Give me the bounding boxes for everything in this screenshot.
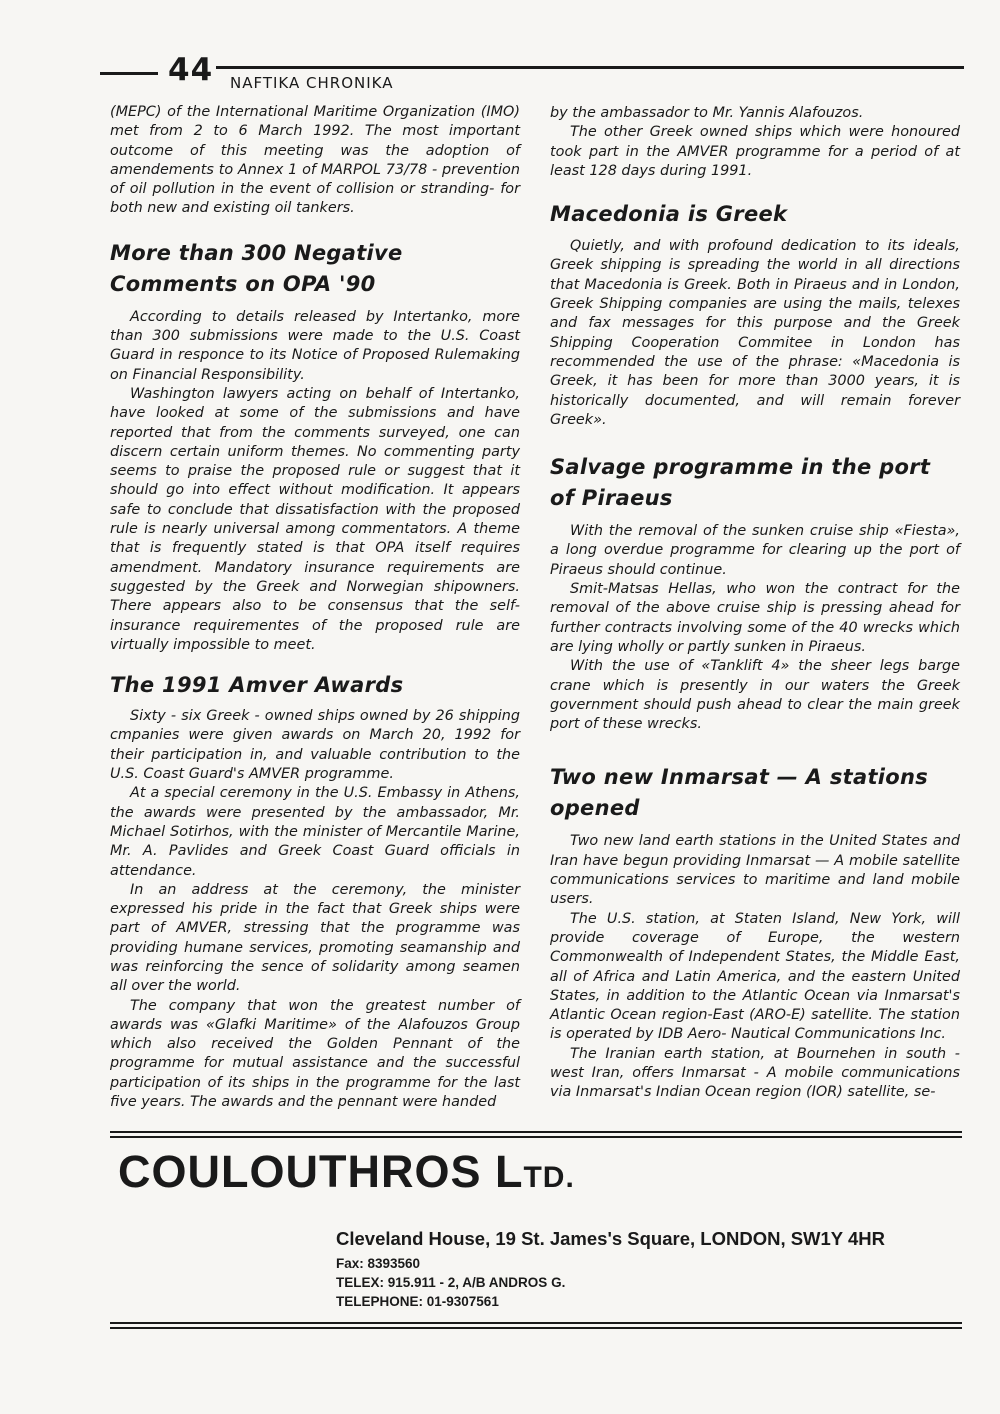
left-column (110, 103, 520, 1112)
salvage-paragraph-3: With the use of «Tanklift 4» the sheer legs barge crane which is presently in our waters the Greek government should push ahead to clear the main greek port of these wrecks. (550, 658, 960, 733)
advert-address: Cleveland House, 19 St. James's Square, LONDON, SW1Y 4HR (336, 1228, 885, 1249)
advert-bottom-rule-2 (110, 1327, 962, 1329)
right-column (550, 104, 960, 1103)
salvage-paragraph-2: Smit-Matsas Hellas, who won the contract for the removal of the above cruise ship is pressing ahead for further contracts involving some of the 40 wrecks which are lying wholly or partly sunken in Piraeus. (550, 581, 960, 655)
opa-paragraph-1: According to details released by Intertanko, more than 300 submissions were made to the U.S. Coast Guard in responce to its Notice of Proposed Rulemaking on Financial Responsibility. (110, 308, 520, 383)
salvage-paragraph-1: With the removal of the sunken cruise ship «Fiesta», a long overdue programme for clearing up the port of Piraeus should continue. (550, 523, 960, 578)
opa-heading: More than 300 Negative Comments on OPA '90 (110, 240, 403, 296)
opa-paragraph-2: Washington lawyers acting on behalf of Intertanko, have looked at some of the submissions and have reported that from the comments surveyed, one can discern certain uniform themes. No commenting party seems to praise the proposed rule or suggest that it should go into effect without modification. It appears safe to conclude that dissatisfaction with the proposed rule is nearly universal among commentators. A theme that is frequently stated is that OPA itself requires amendment. Mandatory insurance requirements are suggested by the Greek and Norwegian shipowners. There appears also to be consensus that the self-insurance requirementes of the proposed rule are virtually impossible to meet. (110, 385, 520, 653)
macedonia-heading: Macedonia is Greek (550, 202, 788, 227)
amver-paragraph-3: In an address at the ceremony, the minister expressed his pride in the fact that Greek ships were part of AMVER, stressing that the programme was providing humane services, promoting seamanship and was reinforcing the sence of solidarity among seamen all over the world. (110, 881, 520, 995)
advert-top-rule-1 (110, 1131, 962, 1133)
advert-fax: Fax: 8393560 (336, 1256, 421, 1271)
publication-title: NAFTIKA CHRONIKA (230, 74, 394, 92)
inmarsat-paragraph-1: Two new land earth stations in the United States and Iran have begun providing Inmarsat — A mobile satellite communications services to maritime and land mobile users. (550, 833, 960, 908)
header-rule-right (216, 66, 964, 69)
amver-paragraph-4: The company that won the greatest number of awards was «Glafki Maritime» of the Alafouzos Group which also received the Golden Pennant of the programme for mutual assistance and the successful participation of its ships in the programme for the last five years. The awards and the pennant were handed (110, 997, 520, 1111)
advert-bottom-rule-1 (110, 1322, 962, 1324)
advert-top-rule-2 (110, 1136, 962, 1138)
advert-company-suffix: TD. (523, 1161, 575, 1194)
advert-company-name (118, 1146, 575, 1198)
page-number: 44 (168, 52, 214, 88)
salvage-heading: Salvage programme in the port of Piraeus (550, 455, 931, 511)
header-rule-left (100, 72, 158, 75)
inmarsat-paragraph-2: The U.S. station, at Staten Island, New York, will provide coverage of Europe, the western Commonwealth of Independent States, the Middle East, all of Africa and Latin America, and the eastern United States, in addition to the Atlantic Ocean via Inmarsat's Atlantic Ocean region-East (ARO-E) satellite. The station is operated by IDB Aero- Nautical Communications Inc. (550, 910, 960, 1043)
mepc-intro-paragraph: (MEPC) of the International Maritime Organization (IMO) met from 2 to 6 March 1992. The most important outcome of this meeting was the adoption of amendements to Annex 1 of MARPOL 73/78 - prevention of oil pollution in the event of collision or stranding- for both new and existing oil tankers. (110, 104, 520, 217)
amver-continued-2: The other Greek owned ships which were honoured took part in the AMVER programme for a period of at least 128 days during 1991. (550, 124, 960, 179)
inmarsat-heading: Two new Inmarsat — A stations opened (550, 765, 929, 821)
amver-heading: The 1991 Amver Awards (110, 673, 404, 698)
inmarsat-paragraph-3: The Iranian earth station, at Bournehen in south - west Iran, offers Inmarsat - A mobile communications via Inmarsat's Indian Ocean region (IOR) satellite, se- (550, 1045, 960, 1101)
amver-paragraph-1: Sixty - six Greek - owned ships owned by 26 shipping cmpanies were given awards on March 20, 1992 for their participation in, and valuable contribution to the U.S. Coast Guard's AMVER programme. (110, 708, 520, 783)
advert-company-main: COULOUTHROS L (118, 1146, 524, 1197)
advert-telephone: TELEPHONE: 01-9307561 (336, 1294, 499, 1309)
macedonia-paragraph-1: Quietly, and with profound dedication to its ideals, Greek shipping is spreading the world in all directions that Macedonia is Greek. Both in Piraeus and in London, Greek Shipping companies are using the mails, telexes and fax messages for this purpose and the Greek Shipping Cooperation Commitee in London has recommended the use of the phrase: «Macedonia is Greek, it has been for more than 3000 years, it is historically documented, and will remain forever Greek». (550, 238, 960, 428)
amver-paragraph-2: At a special ceremony in the U.S. Embassy in Athens, the awards were presented by the ambassador, Mr. Michael Sotirhos, with the minister of Mercantile Marine, Mr. A. Pavlides and Greek Coast Guard officials in attendance. (110, 785, 520, 879)
amver-continued-1: by the ambassador to Mr. Yannis Alafouzos. (550, 105, 864, 121)
advert-telex: TELEX: 915.911 - 2, A/B ANDROS G. (336, 1275, 566, 1290)
